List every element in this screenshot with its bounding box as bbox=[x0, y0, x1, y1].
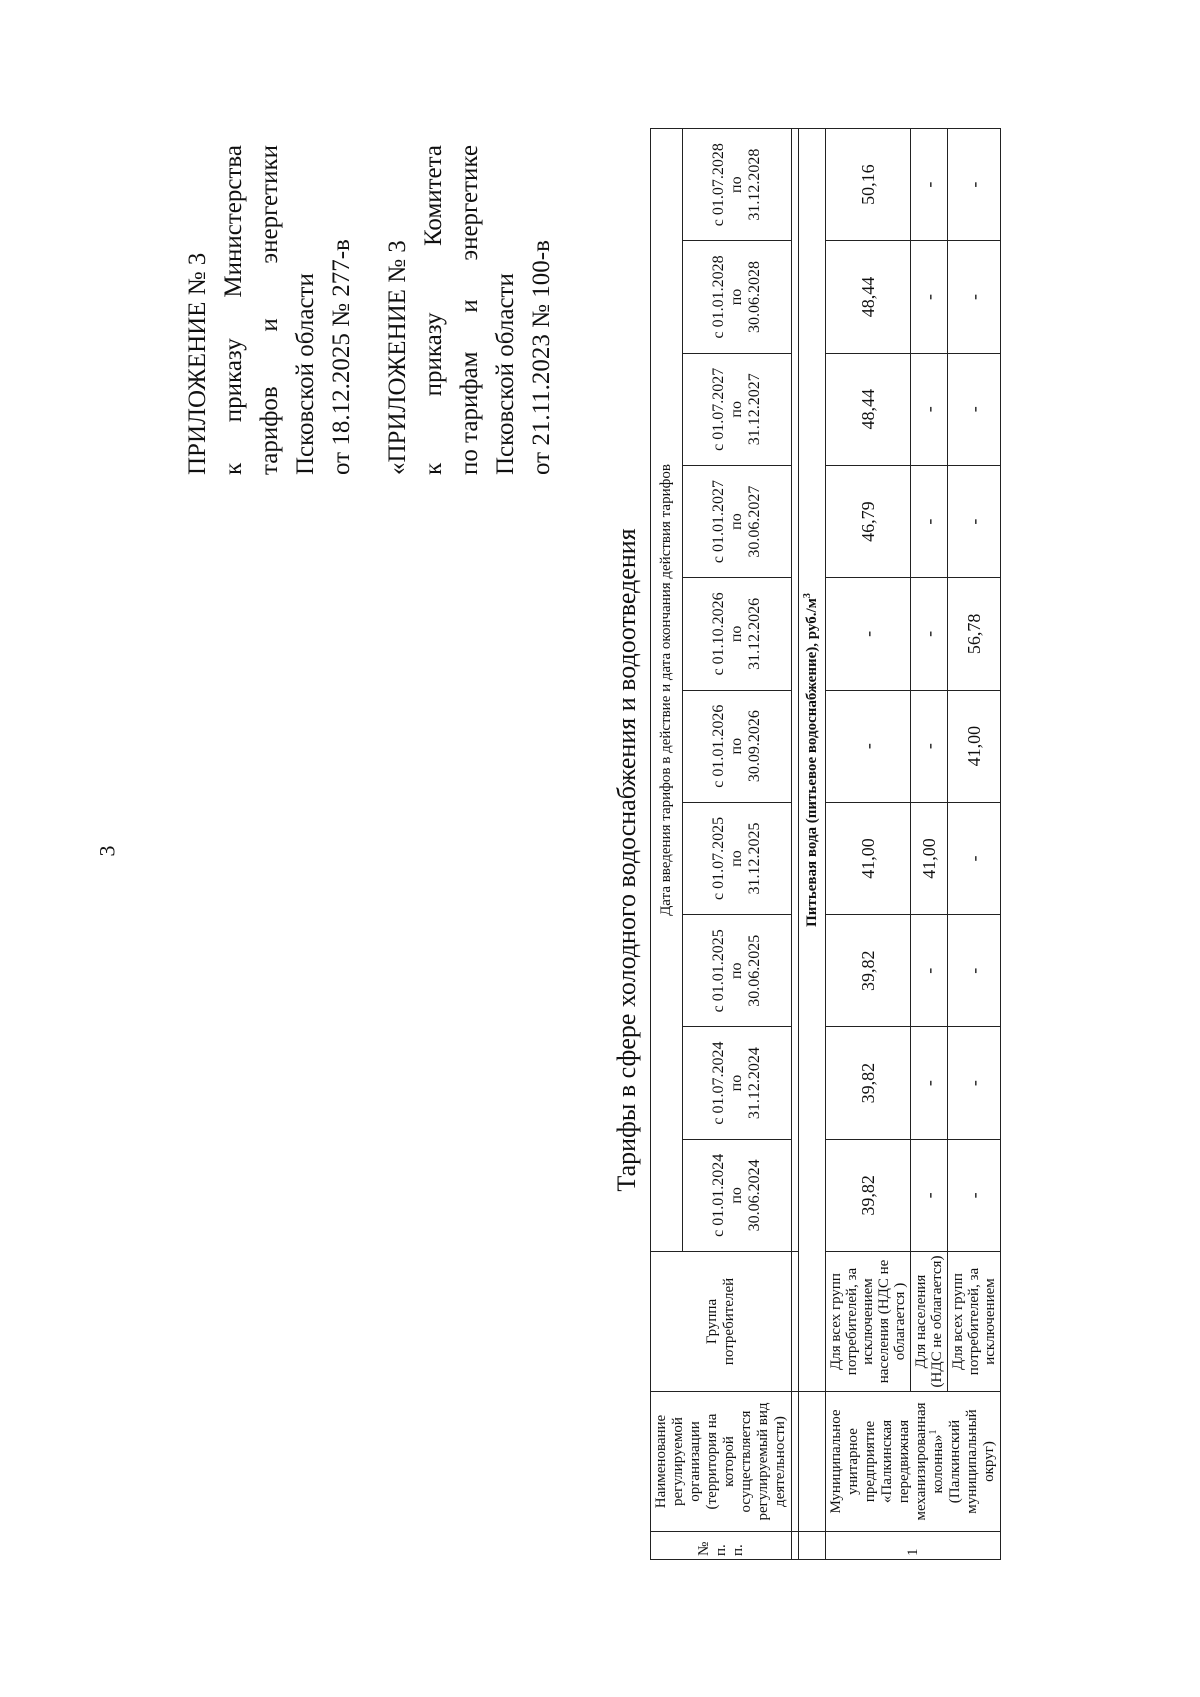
period-to-word: по bbox=[728, 288, 746, 306]
period-to-word: по bbox=[728, 176, 746, 193]
tariff-value-cell: - bbox=[948, 802, 1001, 914]
table-row bbox=[911, 129, 948, 1560]
period-header-cell bbox=[683, 241, 792, 353]
period-to: 31.12.2027 bbox=[746, 373, 764, 446]
period-to: 30.06.2027 bbox=[746, 485, 764, 558]
document-title: Тарифы в сфере холодного водоснабжения и водоотведения bbox=[612, 528, 641, 1192]
rotated-page-content bbox=[40, 120, 1150, 1600]
tariff-value-cell: 48,44 bbox=[826, 241, 911, 353]
period-from: с 01.01.2026 bbox=[710, 704, 728, 788]
tariff-value-cell: 39,82 bbox=[826, 1139, 911, 1251]
period-to: 31.12.2028 bbox=[746, 148, 764, 221]
period-to: 30.06.2024 bbox=[746, 1159, 764, 1232]
organization-cell bbox=[826, 1392, 1001, 1532]
tariff-value-cell: - bbox=[911, 465, 948, 577]
appendix-line-3 bbox=[252, 145, 288, 475]
word: и bbox=[256, 318, 283, 332]
tariff-value-cell: 41,00 bbox=[826, 802, 911, 914]
tariff-value-cell: - bbox=[911, 578, 948, 690]
appendix-order-date: от 18.12.2025 № 277-в bbox=[328, 239, 355, 475]
consumer-group-cell: Для всех групп потребителей, за исключением bbox=[948, 1252, 1001, 1392]
period-header-cell bbox=[683, 578, 792, 690]
appendix-current-header bbox=[180, 145, 360, 475]
period-header-cell bbox=[683, 465, 792, 577]
period-header-cell bbox=[683, 690, 792, 802]
appendix-title: «ПРИЛОЖЕНИЕ № 3 bbox=[384, 240, 411, 475]
section-title bbox=[799, 129, 826, 1392]
tariff-value-cell: 39,82 bbox=[826, 915, 911, 1027]
consumer-group-cell: Для всех групп потребителей, за исключением населения (НДС не облагается ) bbox=[826, 1252, 911, 1392]
tariff-value-cell: - bbox=[911, 353, 948, 465]
appendix-line-2 bbox=[416, 145, 452, 475]
word: Министерства bbox=[220, 145, 247, 298]
tariff-value-cell: - bbox=[911, 129, 948, 241]
period-header-cell bbox=[683, 802, 792, 914]
period-from: с 01.01.2028 bbox=[710, 255, 728, 339]
period-to-word: по bbox=[728, 401, 746, 418]
word: приказу bbox=[220, 338, 247, 423]
organization-name: Муниципальное унитарное предприятие «Палкинская передвижная механизированная колонна» bbox=[828, 1402, 946, 1521]
word: тарифов bbox=[256, 386, 283, 475]
footnote-marker: 1 bbox=[928, 1429, 939, 1435]
tariff-value-cell: 56,78 bbox=[948, 578, 1001, 690]
row-number: 1 bbox=[826, 1532, 1001, 1560]
tariff-value-cell: - bbox=[911, 1027, 948, 1139]
period-from: с 01.07.2028 bbox=[710, 143, 728, 227]
tariff-value-cell: 41,00 bbox=[948, 690, 1001, 802]
page-number: 3 bbox=[94, 845, 120, 857]
period-to-word: по bbox=[728, 1187, 746, 1204]
period-to-word: по bbox=[728, 1074, 746, 1092]
word: к bbox=[220, 462, 247, 475]
organization-territory: (Палкинский муниципальный округ) bbox=[947, 1409, 997, 1514]
period-to: 31.12.2026 bbox=[746, 597, 764, 670]
period-to-word: по bbox=[728, 513, 746, 530]
tariff-value-cell: 39,82 bbox=[826, 1027, 911, 1139]
unit-superscript: 3 bbox=[801, 593, 813, 599]
period-header-cell bbox=[683, 353, 792, 465]
appendix-previous-header bbox=[380, 145, 560, 475]
consumer-group-cell: Для населения (НДС не облагается) bbox=[911, 1252, 948, 1392]
tariff-value-cell: - bbox=[948, 915, 1001, 1027]
period-to: 30.09.2026 bbox=[746, 710, 764, 783]
period-from: с 01.07.2025 bbox=[710, 816, 728, 901]
tariff-value-cell: - bbox=[911, 915, 948, 1027]
header-dates: Дата введения тарифов в действие и дата окончания действия тарифов bbox=[651, 129, 683, 1252]
word: к bbox=[420, 462, 447, 475]
appendix-line-3 bbox=[452, 145, 488, 475]
period-header-cell bbox=[683, 1139, 792, 1251]
period-to: 31.12.2025 bbox=[746, 822, 764, 895]
appendix-line-2 bbox=[216, 145, 252, 475]
period-to-word: по bbox=[728, 850, 746, 867]
table-row bbox=[826, 129, 911, 1560]
period-from: с 01.01.2024 bbox=[710, 1153, 728, 1237]
period-from: с 01.01.2025 bbox=[710, 929, 728, 1013]
header-number: № п. п. bbox=[651, 1532, 792, 1560]
table-row bbox=[948, 129, 1001, 1560]
period-header-cell bbox=[683, 1027, 792, 1139]
tariff-table bbox=[650, 128, 1001, 1560]
section-empty-cell bbox=[799, 1532, 826, 1560]
tariff-value-cell: - bbox=[948, 353, 1001, 465]
period-header-cell bbox=[683, 915, 792, 1027]
tariff-value-cell: - bbox=[826, 578, 911, 690]
spacer-row bbox=[792, 129, 799, 1560]
word: энергетике bbox=[456, 145, 483, 261]
section-empty-cell bbox=[799, 1392, 826, 1532]
appendix-region: Псковской области bbox=[292, 273, 319, 475]
appendix-order-date: от 21.11.2023 № 100-в bbox=[528, 240, 555, 475]
period-header-cell bbox=[683, 129, 792, 241]
period-to-word: по bbox=[728, 737, 746, 755]
tariff-value-cell: - bbox=[948, 129, 1001, 241]
word: приказу bbox=[420, 312, 447, 397]
header-organization: Наименование регулируемой организации (территория на которой осуществляется регулируемый вид деятельности) bbox=[651, 1392, 792, 1532]
word: по тарифам bbox=[456, 351, 483, 475]
tariff-value-cell: 50,16 bbox=[826, 129, 911, 241]
period-to: 31.12.2024 bbox=[746, 1047, 764, 1120]
period-to: 30.06.2028 bbox=[746, 260, 764, 333]
word: и bbox=[456, 299, 483, 313]
header-consumer-group: Группа потребителей bbox=[651, 1252, 792, 1392]
period-from: с 01.07.2024 bbox=[710, 1041, 728, 1125]
period-to-word: по bbox=[728, 962, 746, 980]
word: энергетики bbox=[256, 145, 283, 264]
tariff-value-cell: - bbox=[911, 241, 948, 353]
tariff-value-cell: - bbox=[948, 1139, 1001, 1251]
appendix-title: ПРИЛОЖЕНИЕ № 3 bbox=[184, 252, 211, 475]
period-to-word: по bbox=[728, 625, 746, 643]
word: Комитета bbox=[420, 145, 447, 247]
tariff-value-cell: - bbox=[948, 241, 1001, 353]
tariff-value-cell: - bbox=[826, 690, 911, 802]
tariff-value-cell: 41,00 bbox=[911, 802, 948, 914]
tariff-value-cell: - bbox=[948, 1027, 1001, 1139]
period-from: с 01.07.2027 bbox=[710, 367, 728, 451]
tariff-value-cell: 46,79 bbox=[826, 465, 911, 577]
tariff-value-cell: - bbox=[911, 690, 948, 802]
period-to: 30.06.2025 bbox=[746, 934, 764, 1007]
tariff-value-cell: - bbox=[948, 465, 1001, 577]
period-from: с 01.10.2026 bbox=[710, 592, 728, 676]
section-title-text: Питьевая вода (питьевое водоснабжение), руб./м bbox=[803, 598, 820, 927]
tariff-value-cell: - bbox=[911, 1139, 948, 1251]
tariff-value-cell: 48,44 bbox=[826, 353, 911, 465]
period-from: с 01.01.2027 bbox=[710, 480, 728, 564]
appendix-region: Псковской области bbox=[492, 273, 519, 475]
